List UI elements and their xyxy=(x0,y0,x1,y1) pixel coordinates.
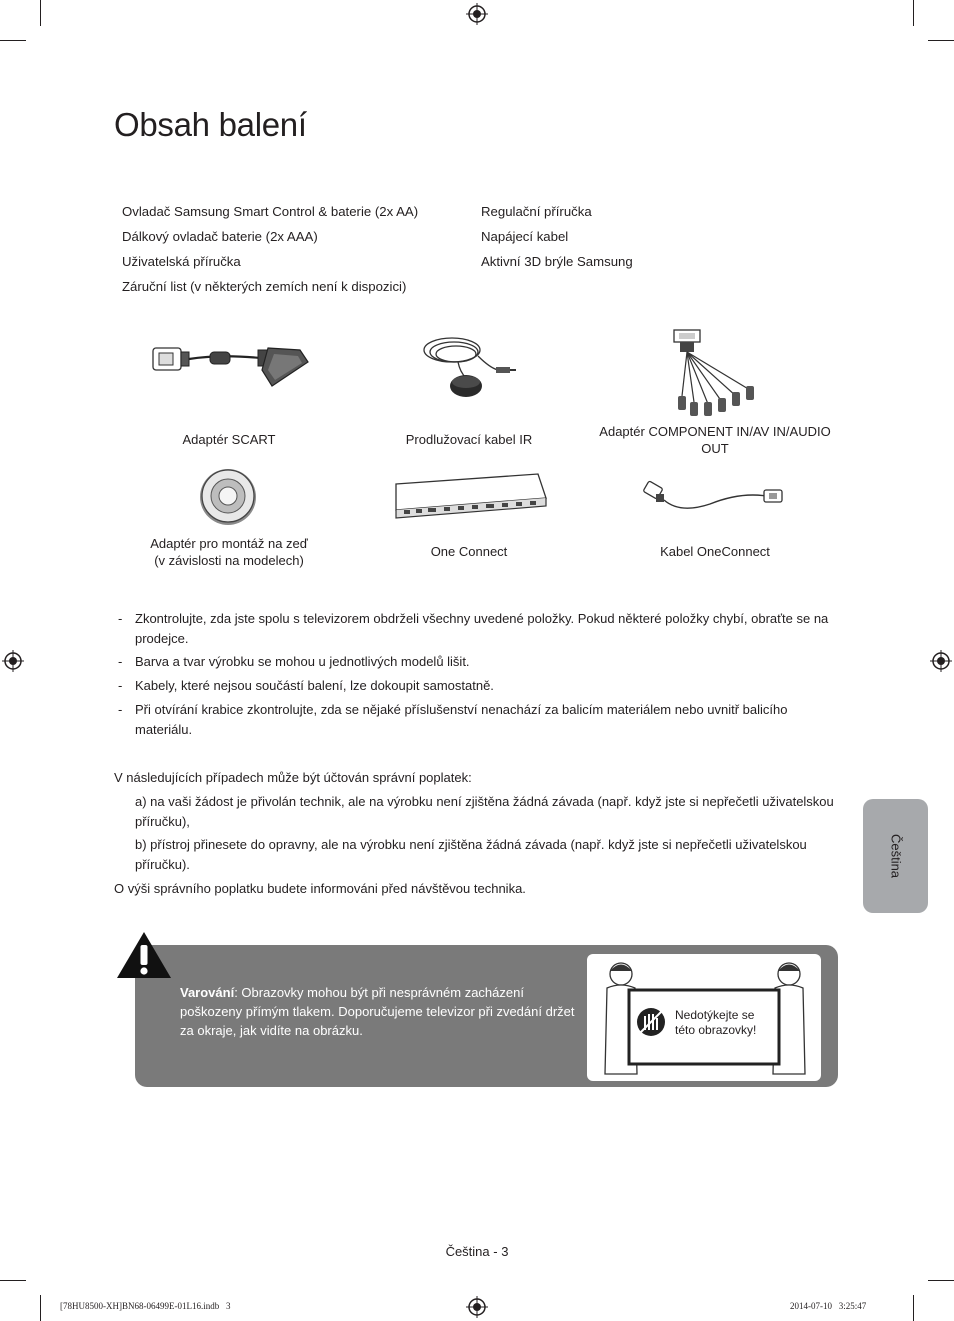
wall-mount-adapter-icon xyxy=(198,466,260,528)
included-item: Dálkový ovladač baterie (2x AAA) xyxy=(122,229,318,244)
note-item: - Barva a tvar výrobku se mohou u jednotlivých modelů lišit. xyxy=(118,654,470,669)
accessory-label: One Connect xyxy=(430,544,508,559)
page-title: Obsah balení xyxy=(114,106,307,143)
oneconnect-cable-icon xyxy=(640,478,792,518)
warning-triangle-icon xyxy=(115,930,173,980)
warning-label: Varování xyxy=(180,985,235,1000)
note-item: - Kabely, které nejsou součástí balení, lze dokoupit samostatně. xyxy=(118,678,494,693)
included-item: Aktivní 3D brýle Samsung xyxy=(481,254,633,269)
language-tab-label: Čeština xyxy=(888,833,903,879)
accessory-label: Adaptér COMPONENT IN/AV IN/AUDIO OUT xyxy=(599,424,831,456)
included-item: Záruční list (v některých zemích není k dispozici) xyxy=(122,279,407,294)
crop-mark xyxy=(913,1295,914,1321)
fee-case-a: a) na vaši žádost je přivolán technik, ale na výrobku není zjištěna žádná závada (např. když jste si nepřečetli uživatelskou příručku), xyxy=(135,794,834,829)
ir-extender-cable-icon xyxy=(418,330,518,410)
scart-adapter-icon xyxy=(150,340,310,390)
accessory-label: Kabel OneConnect xyxy=(660,544,770,559)
warning-text: Varování: Obrazovky mohou být při nesprávném zacházení poškozeny přímým tlakem. Doporučujeme televizor při zvedání držet za okraje, jak vidíte na obrázku. xyxy=(180,985,575,1038)
note-item: - Zkontrolujte, zda jste spolu s televizorem obdrželi všechny uvedené položky. Pokud některé položky chybí, obraťte se na prodejce. xyxy=(118,611,829,646)
registration-mark-icon xyxy=(466,3,488,25)
print-timestamp: 2014-07-10 3:25:47 xyxy=(790,1301,867,1311)
included-item: Uživatelská příručka xyxy=(122,254,241,269)
crop-mark xyxy=(928,40,954,41)
crop-mark xyxy=(40,1295,41,1321)
component-adapter-icon xyxy=(664,326,764,418)
included-item: Regulační příručka xyxy=(481,204,592,219)
crop-mark xyxy=(928,1280,954,1281)
registration-mark-icon xyxy=(2,650,24,672)
accessory-label: Adaptér SCART xyxy=(182,432,276,447)
included-item: Ovladač Samsung Smart Control & baterie (2x AA) xyxy=(122,204,419,219)
crop-mark xyxy=(913,0,914,26)
language-tab xyxy=(863,799,928,913)
registration-mark-icon xyxy=(466,1296,488,1318)
page-number: Čeština - 3 xyxy=(445,1244,509,1259)
fee-case-b: b) přístroj přinesete do opravny, ale na výrobku není zjištěna žádná závada (např. když jste si nepřečetli uživatelskou příručku). xyxy=(135,837,807,872)
crop-mark xyxy=(0,1280,26,1281)
accessory-label: Adaptér pro montáž na zeď (v závislosti na modelech) xyxy=(150,536,308,568)
crop-mark xyxy=(40,0,41,26)
fee-intro: V následujících případech může být účtován správní poplatek: xyxy=(114,770,472,785)
handling-illustration xyxy=(587,954,821,1081)
included-item: Napájecí kabel xyxy=(481,229,569,244)
one-connect-box-icon xyxy=(388,470,550,522)
accessory-label: Prodlužovací kabel IR xyxy=(405,432,533,447)
registration-mark-icon xyxy=(930,650,952,672)
fee-outro: O výši správního poplatku budete informováni před návštěvou technika. xyxy=(114,881,526,896)
crop-mark xyxy=(0,40,26,41)
note-item: - Při otvírání krabice zkontrolujte, zda se nějaké příslušenství nenachází za balicím materiálem nebo uvnitř balicího materiálu. xyxy=(118,702,788,737)
screen-warning-text: Nedotýkejte se této obrazovky! xyxy=(675,1008,757,1037)
print-file-info: [78HU8500-XH]BN68-06499E-01L16.indb 3 xyxy=(60,1301,231,1311)
